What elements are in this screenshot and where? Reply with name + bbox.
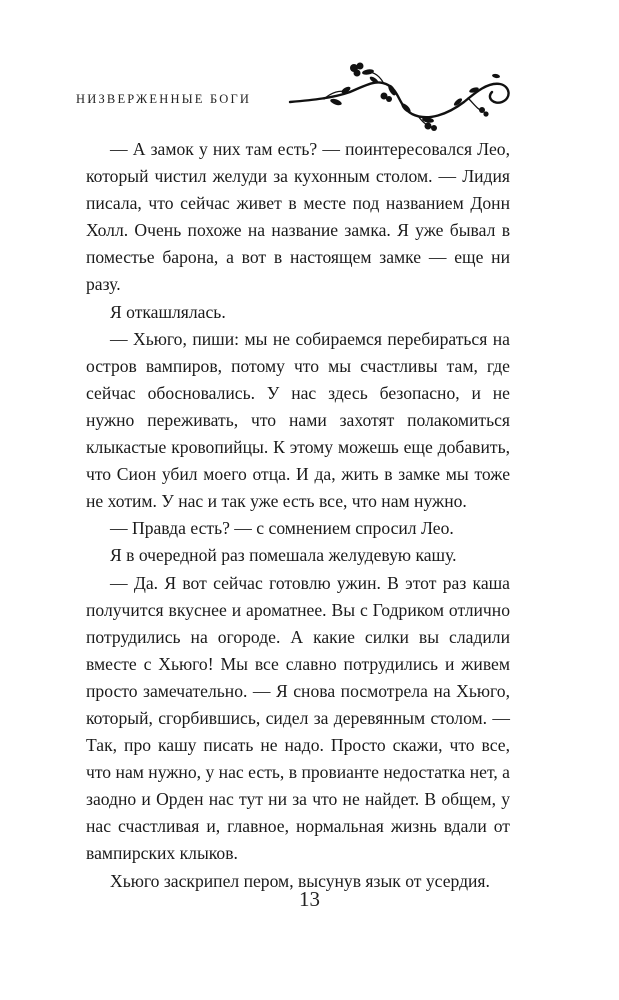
- page-header: [0, 62, 619, 132]
- paragraph: Хьюго заскрипел пером, высунув язык от усердия.: [110, 870, 490, 891]
- paragraph: — Да. Я вот сейчас готовлю ужин. В этот раз каша получится вкуснее и ароматнее. Вы с Годриком отлично потрудились на огороде. А какие силки вы сладили вместе с Хьюго! Мы все славно потрудились и живем просто замечательно. — Я снова посмотрела на Хьюго, который, сгорбившись, сидел за деревянным столом. — Так, про кашу писать не надо. Просто скажи, что все, что нам нужно, у нас есть, в провианте недостатка нет, а заодно и Орден нас тут ни за что не найдет. В общем, у нас счастливая и, главное, нормальная жизнь вдали от вампирских клыков.: [86, 572, 510, 864]
- paragraph: Я в очередной раз помешала желудевую кашу.: [110, 545, 457, 566]
- running-title: НИЗВЕРЖЕННЫЕ БОГИ: [76, 92, 252, 106]
- paragraph: — А замок у них там есть? — поинтересовался Лео, который чистил желуди за кухонным столом. — Лидия писала, что сейчас живет в месте под названием Донн Холл. Очень похоже на название замка. Я уже бывал в поместье барона, а вот в настоящем замке — еще ни разу.: [86, 139, 510, 295]
- floral-vine-icon: [288, 62, 513, 132]
- paragraph: — Хьюго, пиши: мы не собираемся перебираться на остров вампиров, потому что мы счастливы там, где сейчас обосновались. У нас здесь безопасно, и не нужно переживать, что нами захотят полакомиться клыкастые кровопийцы. К этому можешь еще добавить, что Сион убил моего отца. И да, жить в замке мы тоже не хотим. У нас и так уже есть все, что нам нужно.: [86, 328, 510, 512]
- paragraph: — Правда есть? — с сомнением спросил Лео.: [110, 518, 454, 539]
- page-number: 13: [299, 887, 320, 911]
- paragraph: Я откашлялась.: [110, 301, 226, 322]
- body-text: [86, 136, 510, 895]
